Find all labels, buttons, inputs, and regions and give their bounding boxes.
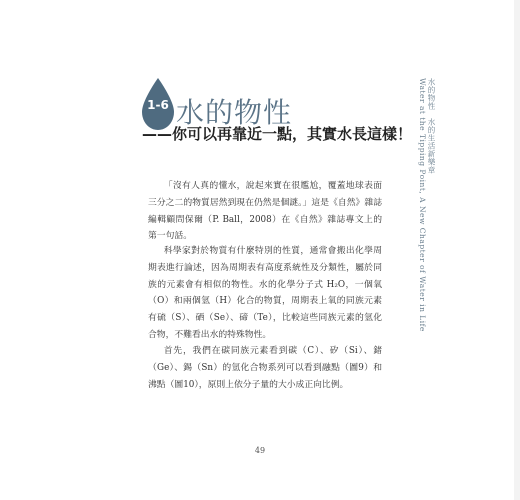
chapter-title: 水的物性 [176,96,293,129]
side-running-title-en: Water at the Tipping Point, A New Chapter of Water in Life [418,78,427,332]
chapter-number: 1-6 [147,98,169,112]
page-number: 49 [254,446,266,455]
body-paragraph-2: 科學家對於物質有什麼特別的性質，通常會搬出化學周期表進行論述，因為周期表有高度系統性及分類性，屬於同族的元素會有相似的物性。水的化學分子式 H₂O，一個氧（O）和兩個氫（H）化合的物質，周期表上氧的同族元素有硫（S）、硒（Se）、碲（Te），比較這些同族元素的氫化合物，不難看出水的特殊物性。 [148,246,382,340]
page-edge [514,0,520,500]
chapter-subtitle: ——你可以再靠近一點，其實水長這樣！ [142,125,413,143]
body-paragraph-3: 首先，我們在碳同族元素看到碳（C）、矽（Si）、鍺（Ge）、錫（Sn）的氫化合物系列可以看到融點（圖9）和沸點（圖10），原則上依分子量的大小成正向比例。 [148,346,382,390]
side-running-title-zh: 水的物性 水的生活新樂章 [427,78,436,174]
body-paragraph-1: 「沒有人真的懂水，說起來實在很尷尬，覆蓋地球表面三分之二的物質居然到現在仍然是個謎。」這是《自然》雜誌編輯顧問保爾（P. Ball，2008）在《自然》雜誌專文上的第一句話。 [148,181,382,242]
